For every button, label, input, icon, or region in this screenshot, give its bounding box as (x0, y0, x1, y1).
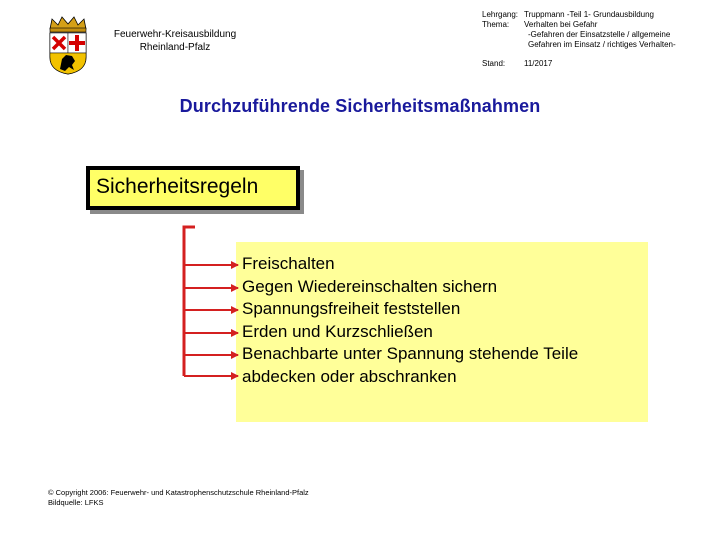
organization-line-1: Feuerwehr-Kreisausbildung (113, 29, 237, 40)
measure-item: Benachbarte unter Spannung stehende Teile (242, 344, 579, 363)
measure-item: Erden und Kurzschließen (242, 321, 433, 341)
thema-sub-line-2: Gefahren im Einsatz / richtiges Verhalten- (528, 40, 676, 49)
measure-item: Spannungsfreiheit feststellen (242, 299, 461, 318)
slide-title: Durchzuführende Sicherheitsmaßnahmen (179, 96, 541, 116)
safety-rules-label: Sicherheitsregeln (96, 175, 259, 198)
image-source: Bildquelle: LFKS (48, 498, 104, 507)
measure-item: Gegen Wiedereinschalten sichern (242, 276, 498, 296)
measures-list (242, 253, 578, 388)
footer (48, 488, 309, 508)
measure-item: Freischalten (242, 254, 335, 273)
lehrgang-value: Truppmann -Teil 1- Grundausbildung (524, 10, 654, 19)
thema-sub-line-1: -Gefahren der Einsatzstelle / allgemeine (528, 30, 671, 39)
copyright-notice: © Copyright 2006: Feuerwehr- und Katastrophenschutzschule Rheinland-Pfalz (48, 488, 309, 497)
organization-line-2: Rheinland-Pfalz (139, 42, 211, 53)
stand-value: 11/2017 (524, 59, 553, 68)
connector-vertical-line (184, 227, 195, 376)
lehrgang-label: Lehrgang: (482, 10, 519, 19)
measure-item: abdecken oder abschranken (242, 366, 457, 386)
stand-label: Stand: (482, 59, 506, 68)
thema-value: Verhalten bei Gefahr (524, 20, 598, 29)
thema-label: Thema: (482, 20, 510, 29)
